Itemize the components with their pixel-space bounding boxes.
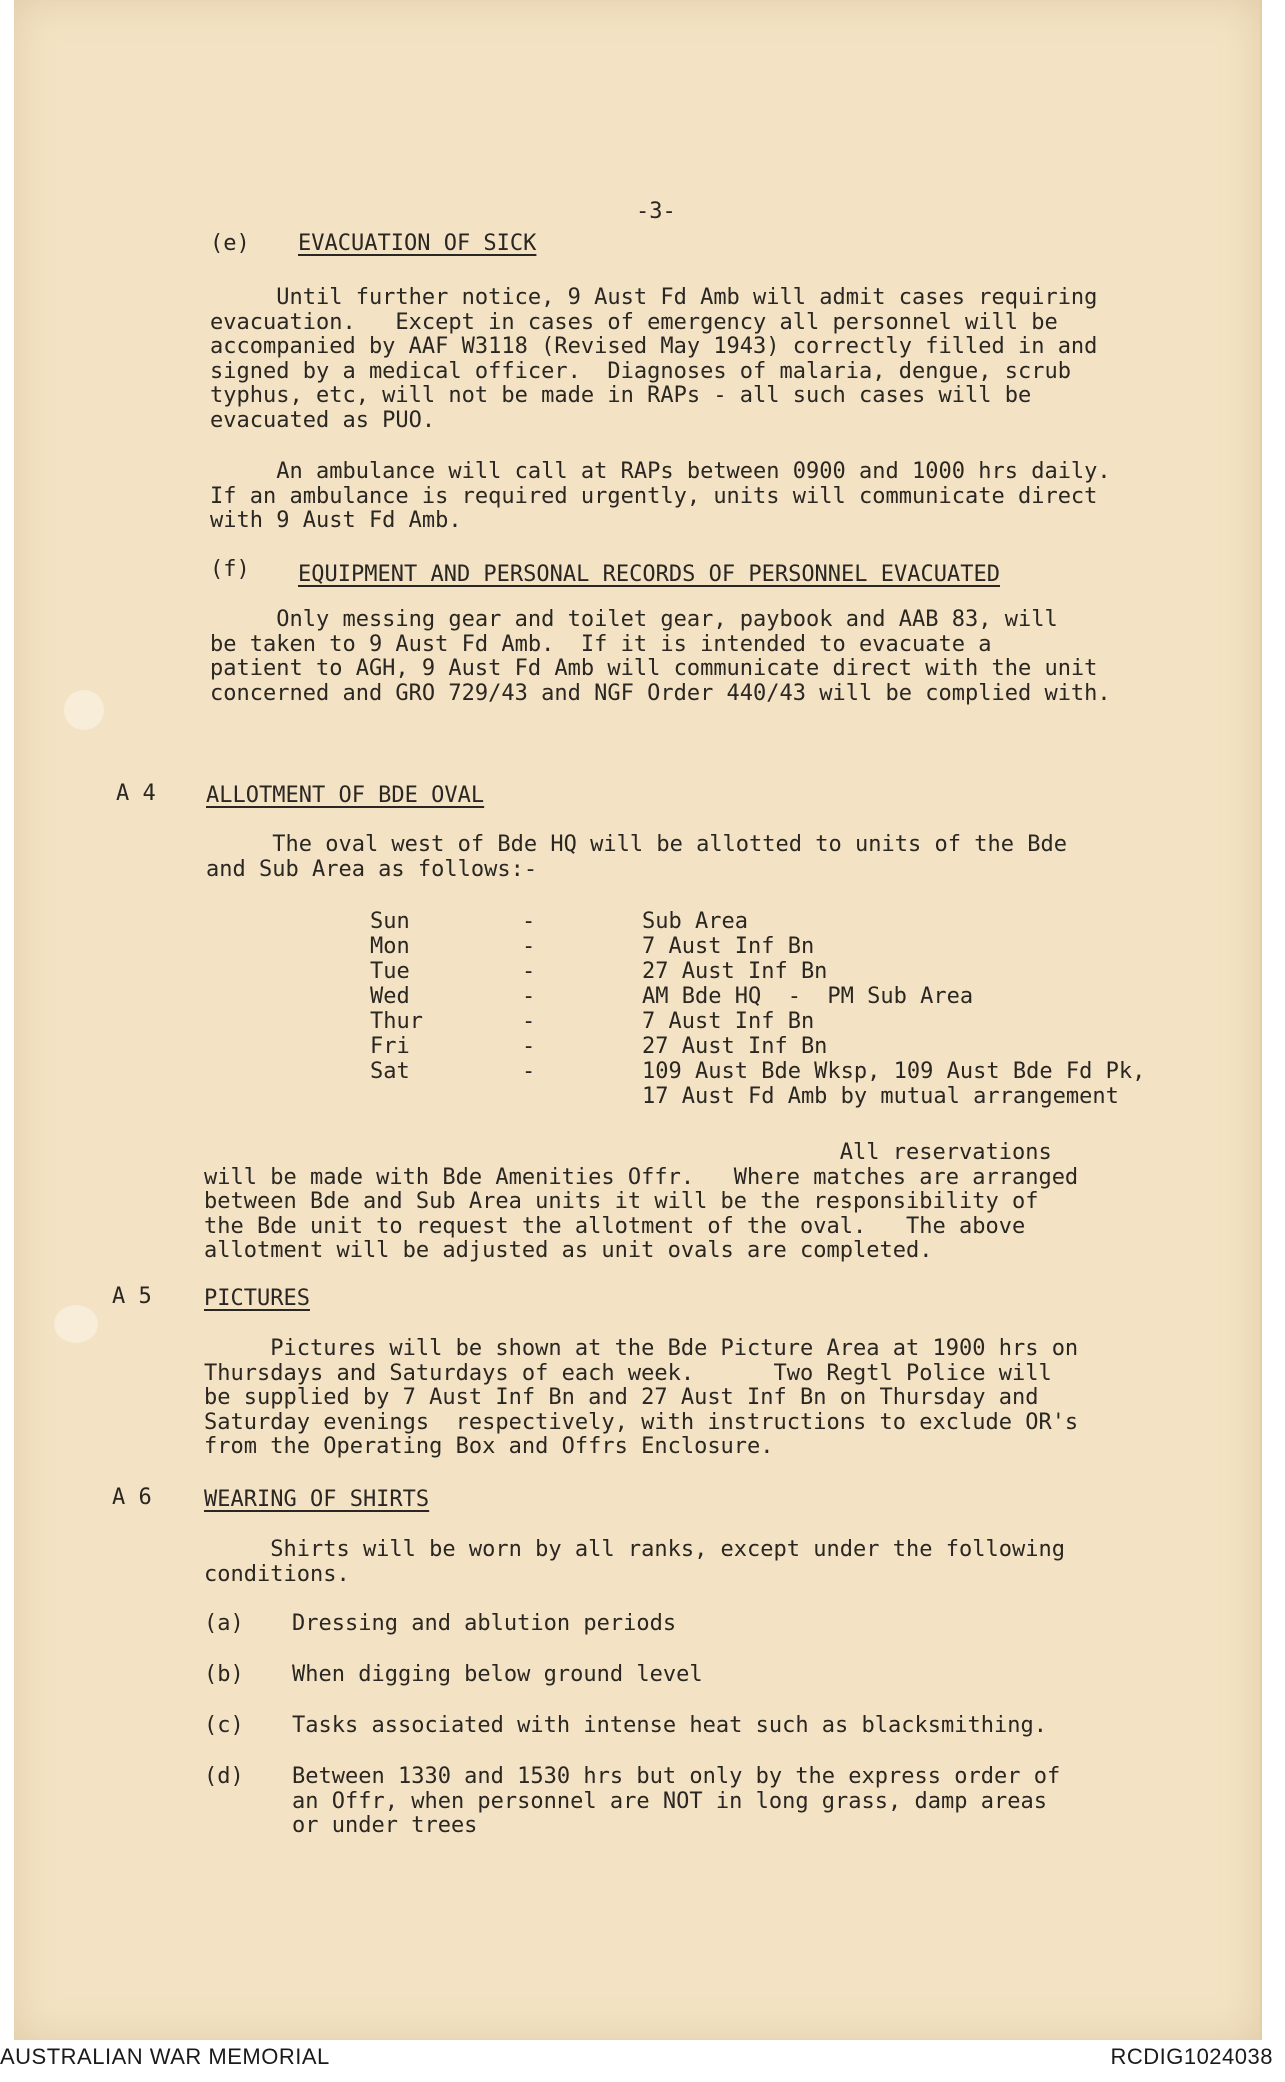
schedule-day: Wed	[370, 984, 410, 1009]
text-line: conditions.	[204, 1561, 350, 1587]
text-line: be supplied by 7 Aust Inf Bn and 27 Aust Inf Bn on Thursday and	[204, 1385, 1039, 1410]
section-a6-heading: WEARING OF SHIRTS	[204, 1487, 430, 1512]
text-line: from the Operating Box and Offrs Enclosure.	[204, 1434, 774, 1459]
list-item-text: When digging below ground level	[292, 1662, 703, 1687]
section-a4-heading: ALLOTMENT OF BDE OVAL	[206, 783, 485, 808]
text-line: Saturday evenings respectively, with instructions to exclude OR's	[204, 1409, 1079, 1435]
text-line: the Bde unit to request the allotment of the oval. The above	[204, 1213, 1026, 1239]
paper-blemish	[54, 1305, 98, 1343]
section-a5-heading: PICTURES	[204, 1286, 310, 1311]
text-line: be taken to 9 Aust Fd Amb. If it is intended to evacuate a	[210, 631, 992, 657]
archive-footer-left: AUSTRALIAN WAR MEMORIAL	[0, 2044, 330, 2069]
schedule-unit: AM Bde HQ - PM Sub Area	[642, 984, 974, 1009]
text-line: Until further notice, 9 Aust Fd Amb will admit cases requiring	[210, 285, 1098, 310]
list-item-label: (c)	[204, 1713, 244, 1738]
schedule-day: Thur	[370, 1009, 423, 1034]
text-line: If an ambulance is required urgently, units will communicate direct	[210, 483, 1098, 509]
document-page	[14, 0, 1262, 2040]
schedule-day: Mon	[370, 934, 410, 959]
schedule-dash: -	[522, 959, 536, 984]
schedule-unit: 27 Aust Inf Bn	[642, 959, 828, 984]
text-line: The oval west of Bde HQ will be allotted to units of the Bde	[206, 832, 1067, 857]
archive-footer-right: RCDIG1024038	[1110, 2044, 1273, 2069]
schedule-day: Sat	[370, 1059, 410, 1084]
list-item-text: Tasks associated with intense heat such as blacksmithing.	[292, 1713, 1047, 1738]
text-line: with 9 Aust Fd Amb.	[210, 508, 462, 533]
text-line: accompanied by AAF W3118 (Revised May 1943) correctly filled in and	[210, 334, 1098, 359]
text-line: Pictures will be shown at the Bde Picture Area at 1900 hrs on	[204, 1336, 1079, 1361]
text-line: concerned and GRO 729/43 and NGF Order 440/43 will be complied with.	[210, 680, 1111, 706]
section-a4-label: A 4	[116, 781, 156, 806]
section-a6-intro	[204, 1538, 1065, 1587]
text-line: and Sub Area as follows:-	[206, 856, 538, 882]
text-line: Shirts will be worn by all ranks, except under the following	[204, 1537, 1065, 1562]
text-line: will be made with Bde Amenities Offr. Where matches are arranged	[204, 1164, 1079, 1190]
list-item-label: (a)	[204, 1611, 244, 1636]
section-a4-intro	[206, 833, 1067, 882]
text-line: allotment will be adjusted as unit ovals are completed.	[204, 1238, 933, 1263]
section-e-paragraph-1	[210, 286, 1097, 433]
schedule-unit: 7 Aust Inf Bn	[642, 1009, 815, 1034]
section-f-paragraph	[210, 608, 1111, 706]
schedule-dash: -	[522, 1034, 536, 1059]
section-e-label: (e)	[210, 231, 250, 256]
text-line: patient to AGH, 9 Aust Fd Amb will communicate direct with the unit	[210, 656, 1098, 681]
schedule-unit: 27 Aust Inf Bn	[642, 1034, 828, 1059]
list-item-label: (b)	[204, 1662, 244, 1687]
section-a4-outro	[204, 1141, 1078, 1264]
section-a6-label: A 6	[112, 1485, 152, 1510]
schedule-dash: -	[522, 934, 536, 959]
section-a5-label: A 5	[112, 1284, 152, 1309]
section-f-heading: EQUIPMENT AND PERSONAL RECORDS OF PERSONNEL EVACUATED	[298, 562, 1000, 587]
schedule-dash: -	[522, 1009, 536, 1034]
schedule-day: Tue	[370, 959, 410, 984]
text-line: All reservations	[204, 1140, 1052, 1165]
schedule-day: Fri	[370, 1034, 410, 1059]
text-line: An ambulance will call at RAPs between 0900 and 1000 hrs daily.	[210, 459, 1111, 484]
schedule-unit: 109 Aust Bde Wksp, 109 Aust Bde Fd Pk, 17 Aust Fd Amb by mutual arrangement	[642, 1059, 1146, 1109]
text-line: typhus, etc, will not be made in RAPs - all such cases will be	[210, 383, 1032, 408]
list-item-label: (d)	[204, 1764, 244, 1789]
section-a5-paragraph	[204, 1337, 1078, 1460]
text-line: Thursdays and Saturdays of each week. Two Regtl Police will	[204, 1360, 1052, 1386]
section-e-heading: EVACUATION OF SICK	[298, 231, 537, 256]
schedule-day: Sun	[370, 909, 410, 934]
text-line: Only messing gear and toilet gear, paybook and AAB 83, will	[210, 607, 1058, 632]
text-line: evacuated as PUO.	[210, 407, 436, 433]
schedule-unit: Sub Area	[642, 909, 748, 934]
page-number: -3-	[636, 199, 676, 224]
schedule-unit: 7 Aust Inf Bn	[642, 934, 815, 959]
schedule-dash: -	[522, 984, 536, 1009]
section-f-label: (f)	[210, 557, 250, 582]
text-line: between Bde and Sub Area units it will be the responsibility of	[204, 1189, 1039, 1214]
text-line: signed by a medical officer. Diagnoses of malaria, dengue, scrub	[210, 358, 1071, 384]
list-item-text: Between 1330 and 1530 hrs but only by the express order of an Offr, when personnel are NOT in long grass, damp areas or under trees	[292, 1764, 1061, 1838]
list-item-text: Dressing and ablution periods	[292, 1611, 677, 1636]
paper-blemish	[64, 690, 104, 730]
section-e-paragraph-2	[210, 460, 1111, 534]
schedule-dash: -	[522, 909, 536, 934]
text-line: evacuation. Except in cases of emergency all personnel will be	[210, 309, 1058, 335]
schedule-dash: -	[522, 1059, 536, 1084]
